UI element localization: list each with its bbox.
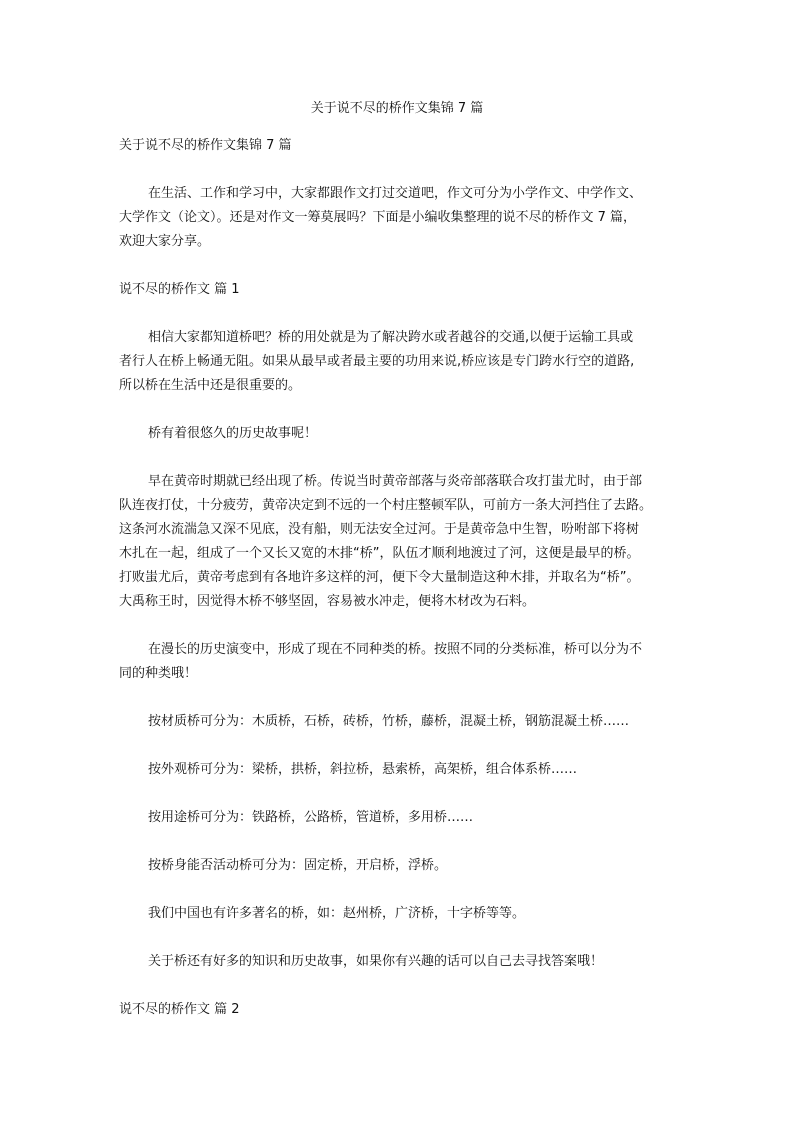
paragraph-line: 欢迎大家分享。: [119, 234, 211, 249]
document-title: 关于说不尽的桥作文集锦 7 篇: [310, 101, 484, 116]
paragraph-line: 在生活、工作和学习中，大家都跟作文打过交道吧，作文可分为小学作文、中学作文、: [148, 186, 643, 201]
paragraph-line: 同的种类哦！: [119, 666, 198, 681]
essay1-paragraph-1: [119, 326, 679, 398]
paragraph-line: 大禹称王时，因觉得木桥不够坚固，容易被水冲走，便将木材改为石料。: [119, 594, 536, 609]
essay1-paragraph-7: 按用途桥可分为：铁路桥，公路桥，管道桥，多用桥……: [148, 810, 474, 825]
essay1-paragraph-8: 按桥身能否活动桥可分为：固定桥，开启桥，浮桥。: [148, 858, 448, 873]
essay1-paragraph-5: 按材质桥可分为：木质桥，石桥，砖桥，竹桥，藤桥，混凝土桥，钢筋混凝土桥……: [148, 714, 630, 729]
paragraph-line: 所以桥在生活中还是很重要的。: [119, 378, 302, 393]
paragraph-line: 打败蚩尤后，黄帝考虑到有各地许多这样的河，便下令大量制造这种木排，并取名为“桥”。: [119, 570, 640, 585]
essay1-paragraph-2: 桥有着很悠久的历史故事呢！: [148, 426, 318, 441]
paragraph-line: 者行人在桥上畅通无阻。如果从最早或者最主要的功用来说,桥应该是专门跨水行空的道路,: [119, 354, 635, 369]
paragraph-line: 大学作文（论文）。还是对作文一筹莫展吗？下面是小编收集整理的说不尽的桥作文 7 篇，: [119, 210, 637, 225]
essay1-paragraph-9: 我们中国也有许多著名的桥，如：赵州桥，广济桥，十字桥等等。: [148, 906, 526, 921]
paragraph-line: 队连夜打仗，十分疲劳，黄帝决定到不远的一个村庄整顿军队，可前方一条大河挡住了去路。: [119, 498, 653, 513]
essay1-paragraph-3: [119, 470, 679, 614]
intro-paragraph: [119, 182, 679, 254]
document-body: [119, 134, 679, 1022]
essay1-paragraph-6: 按外观桥可分为：梁桥，拱桥，斜拉桥，悬索桥，高架桥，组合体系桥……: [148, 762, 578, 777]
paragraph-line: 相信大家都知道桥吧？桥的用处就是为了解决跨水或者越谷的交通,以便于运输工具或: [148, 330, 634, 345]
essay-heading-1: 说不尽的桥作文 篇 1: [119, 282, 240, 297]
paragraph-line: 在漫长的历史演变中，形成了现在不同种类的桥。按照不同的分类标准，桥可以分为不: [148, 642, 643, 657]
essay1-paragraph-4: [119, 638, 679, 686]
document-subtitle: 关于说不尽的桥作文集锦 7 篇: [119, 138, 292, 153]
paragraph-line: 木扎在一起，组成了一个又长又宽的木排“桥”，队伍才顺利地渡过了河，这便是最早的桥。: [119, 546, 640, 561]
essay-heading-2: 说不尽的桥作文 篇 2: [119, 1002, 240, 1017]
essay1-paragraph-10: 关于桥还有好多的知识和历史故事，如果你有兴趣的话可以自己去寻找答案哦！: [148, 954, 604, 969]
paragraph-line: 早在黄帝时期就已经出现了桥。传说当时黄帝部落与炎帝部落联合攻打蚩尤时，由于部: [148, 474, 643, 489]
paragraph-line: 这条河水流湍急又深不见底，没有船，则无法安全过河。于是黄帝急中生智，吩咐部下将树: [119, 522, 640, 537]
